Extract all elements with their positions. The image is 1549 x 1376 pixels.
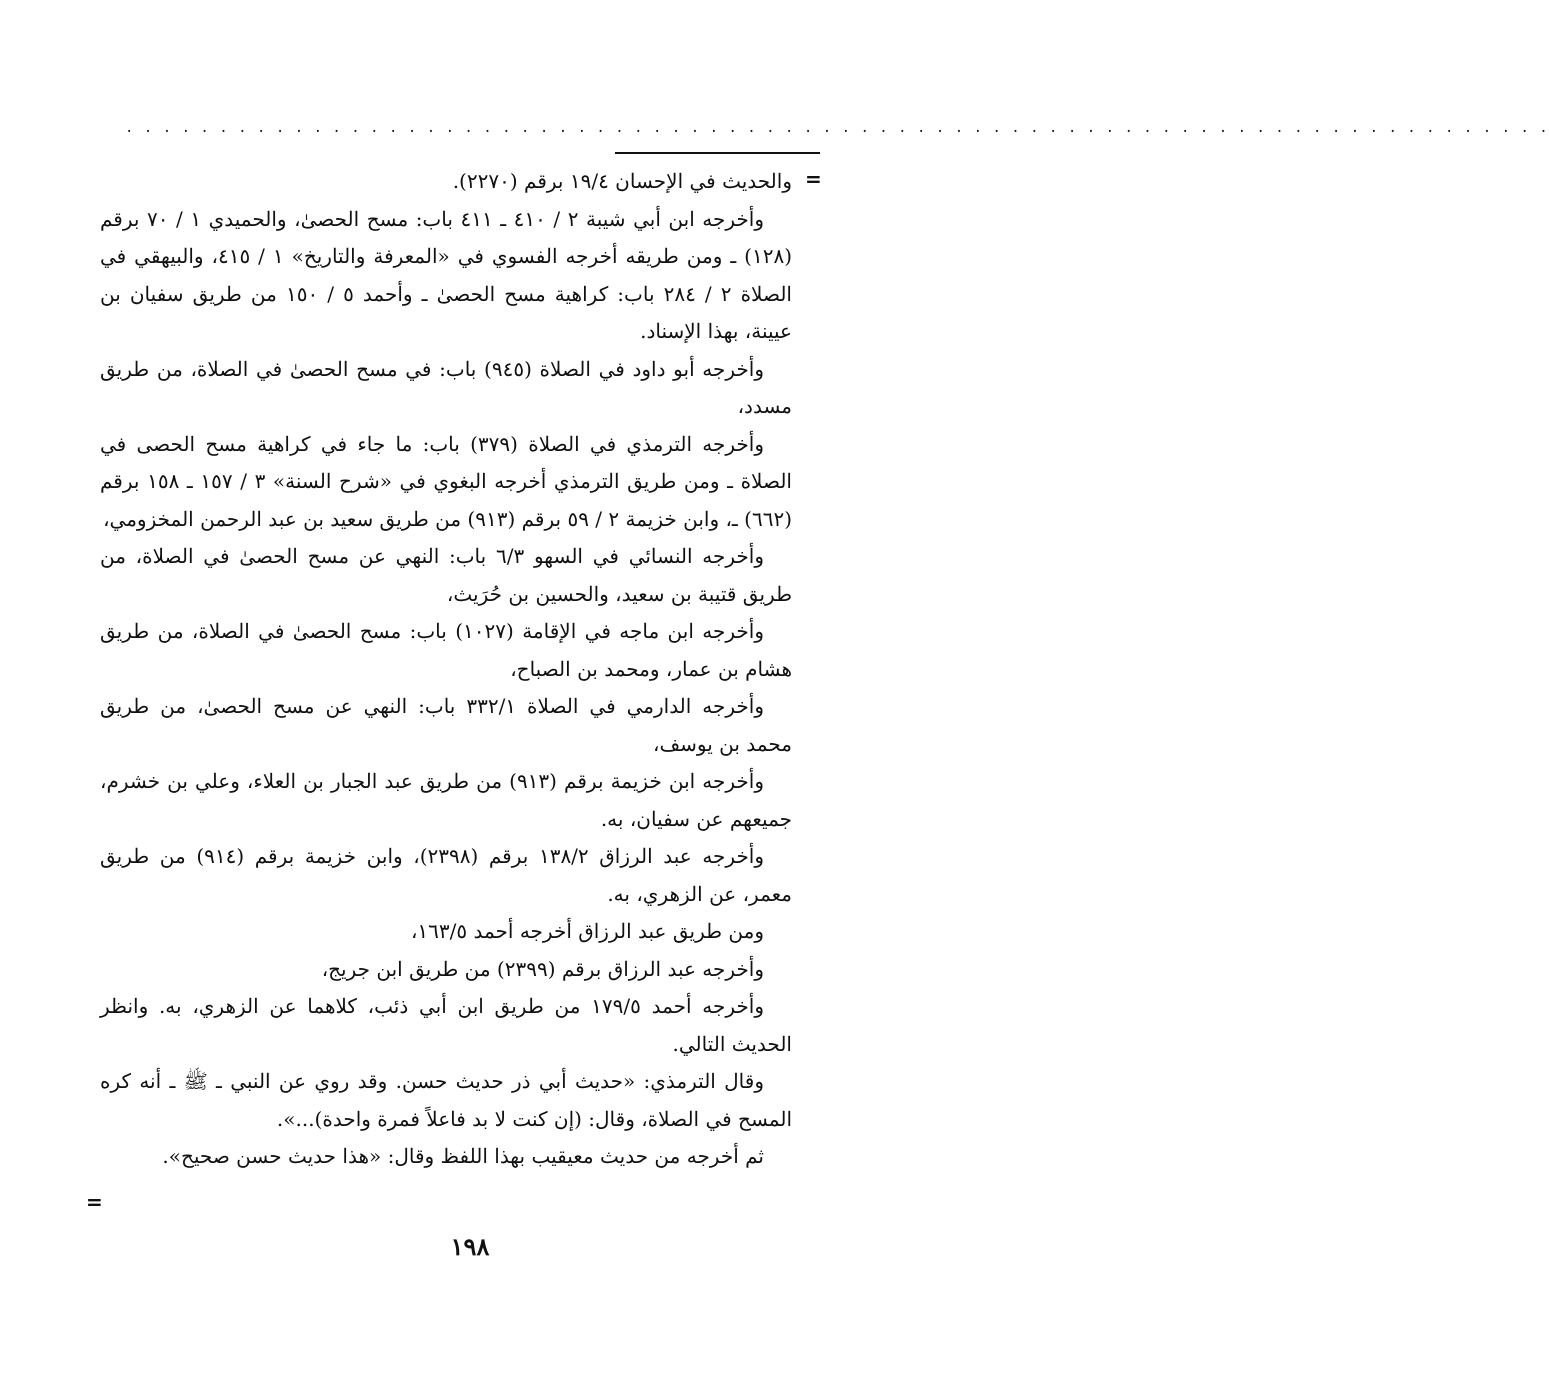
footnote-paragraph: ثم أخرجه من حديث معيقيب بهذا اللفظ وقال: «هذا حديث حسن صحيح». (162, 1144, 764, 1168)
footnote-paragraph: وأخرجه ابن خزيمة برقم (٩١٣) من طريق عبد الجبار بن العلاء، وعلي بن خشرم، جميعهم عن سفيان، به. (100, 769, 792, 831)
footnote-paragraph: وأخرجه النسائي في السهو ٦/٣ باب: النهي عن مسح الحصىٰ في الصلاة، من طريق قتيبة بن سعيد، والحسين بن حُرَيث، (100, 544, 792, 606)
footnote-paragraph: وأخرجه أحمد ١٧٩/٥ من طريق ابن أبي ذئب، كلاهما عن الزهري، به. وانظر الحديث التالي. (100, 994, 792, 1056)
footnote-paragraph: وأخرجه الدارمي في الصلاة ٣٣٢/١ باب: النهي عن مسح الحصىٰ، من طريق محمد بن يوسف، (100, 694, 792, 756)
continuation-mark-top: = (805, 167, 822, 191)
page-number: ١٩٨ (450, 1232, 490, 1261)
continuation-mark-bottom: = (86, 1190, 103, 1214)
footnote-paragraph: وأخرجه أبو داود في الصلاة (٩٤٥) باب: في مسح الحصىٰ في الصلاة، من طريق مسدد، (100, 356, 792, 418)
footnote-block (100, 163, 792, 1176)
footnote-paragraph: وأخرجه عبد الرزاق برقم (٢٣٩٩) من طريق ابن جريج، (321, 956, 764, 981)
footnote-paragraph: وأخرجه ابن أبي شيبة ٢ / ٤١٠ ـ ٤١١ باب: مسح الحصىٰ، والحميدي ١ / ٧٠ برقم (١٢٨) ـ ومن طريقه أخرجه الفسوي في «المعرفة والتاريخ» ١ / ٤١٥، والبيهقي في الصلاة ٢ / ٢٨٤ باب: كراهية مسح الحصىٰ ـ وأحمد ٥ / ١٥٠ من طريق سفيان بن عيينة، بهذا الإسناد. (100, 206, 792, 343)
footnote-paragraph: وأخرجه عبد الرزاق ١٣٨/٢ برقم (٢٣٩٨)، وابن خزيمة برقم (٩١٤) من طريق معمر، عن الزهري، به. (100, 844, 792, 906)
footnote-rule (615, 152, 820, 154)
footnote-paragraph: ومن طريق عبد الرزاق أخرجه أحمد ١٦٣/٥، (410, 919, 764, 943)
footnote-paragraph: والحديث في الإحسان ١٩/٤ برقم (٢٢٧٠). (452, 169, 792, 193)
footnote-paragraph: وقال الترمذي: «حديث أبي ذر حديث حسن. وقد روي عن النبي ـ ﷺ ـ أنه كره المسح في الصلاة، وقال: (إن كنت لا بد فاعلاً فمرة واحدة)...». (100, 1069, 792, 1131)
footnote-paragraph: وأخرجه ابن ماجه في الإقامة (١٠٢٧) باب: مسح الحصىٰ في الصلاة، من طريق هشام بن عمار، ومحمد بن الصباح، (100, 619, 792, 681)
separator-dots: . . . . . . . . . . . . . . . . . . . . . . . . . . . . . . . . . . . . . . . . . . . . . . . . . . . . . . . . . . . . . . . . . . . . . . . . . . . . (125, 120, 1549, 136)
footnote-paragraph: وأخرجه الترمذي في الصلاة (٣٧٩) باب: ما جاء في كراهية مسح الحصى في الصلاة ـ ومن طريق الترمذي أخرجه البغوي في «شرح السنة» ٣ / ١٥٧ ـ ١٥٨ برقم (٦٦٢) ـ، وابن خزيمة ٢ / ٥٩ برقم (٩١٣) من طريق سعيد بن عبد الرحمن المخزومي، (100, 431, 792, 531)
